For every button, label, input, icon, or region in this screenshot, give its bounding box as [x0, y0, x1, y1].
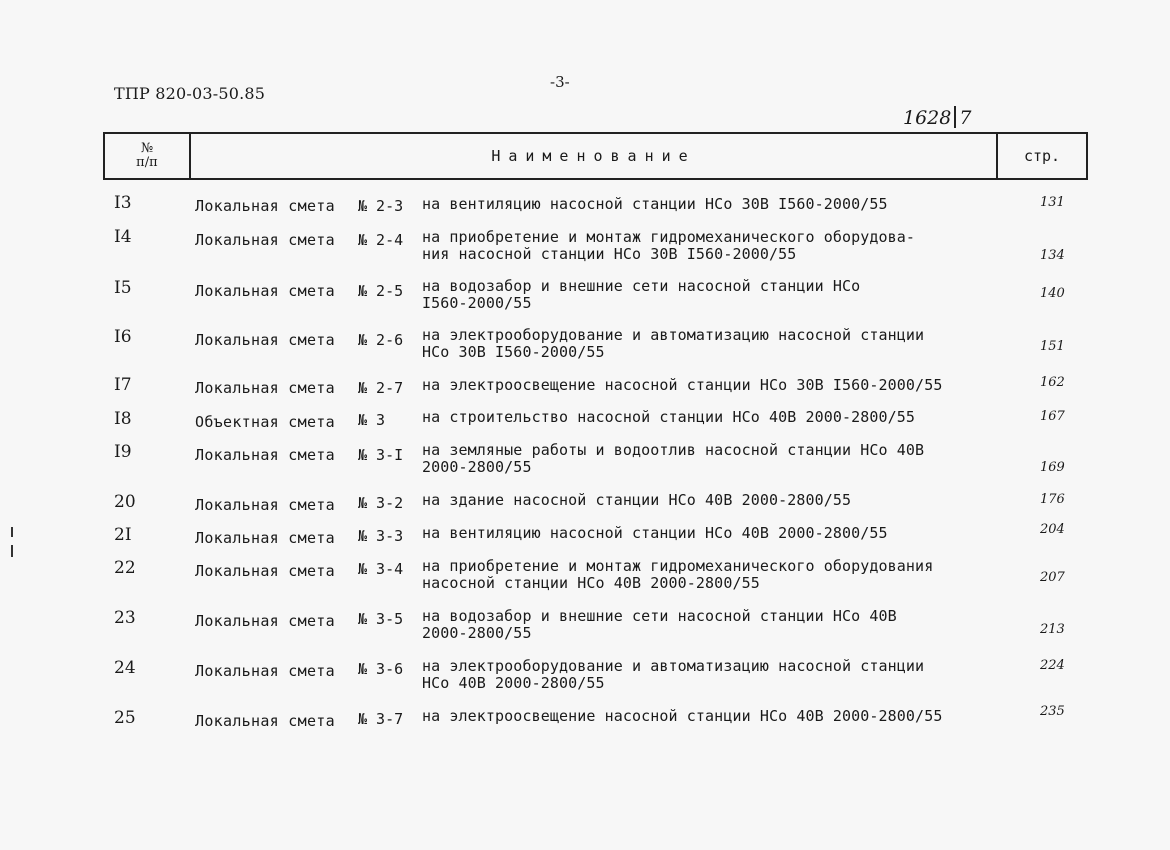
row-estimate-number: № 3-2: [358, 494, 404, 512]
row-estimate-number: № 3: [358, 411, 386, 429]
row-number: I8: [114, 409, 132, 429]
row-page: 167: [1040, 409, 1065, 424]
header-number-symbol: №: [140, 141, 154, 156]
scan-margin-mark: [11, 527, 13, 537]
row-estimate-number: № 3-6: [358, 660, 404, 678]
row-description: на приобретение и монтаж гидромеханического оборудования насосной станции НСо 40В 2000-2800/55: [422, 557, 934, 592]
row-page: 176: [1040, 492, 1065, 507]
row-number: 23: [114, 608, 136, 628]
row-page: 162: [1040, 375, 1065, 390]
row-number: 20: [114, 492, 136, 512]
row-estimate-type: Локальная смета: [195, 446, 335, 464]
row-page: 169: [1040, 460, 1065, 475]
row-estimate-number: № 2-6: [358, 331, 404, 349]
row-estimate-type: Локальная смета: [195, 712, 335, 730]
row-number: 2I: [114, 525, 132, 545]
header-name-column: Наименование: [491, 147, 696, 165]
row-number: I4: [114, 227, 132, 247]
row-description: на здание насосной станции НСо 40В 2000-2800/55: [422, 491, 852, 509]
header-page-column: стр.: [996, 134, 1086, 178]
row-estimate-type: Локальная смета: [195, 562, 335, 580]
row-estimate-type: Локальная смета: [195, 331, 335, 349]
row-page: 224: [1040, 658, 1065, 673]
row-estimate-type: Локальная смета: [195, 662, 335, 680]
scan-margin-mark: [11, 545, 13, 557]
row-page: 235: [1040, 704, 1065, 719]
row-estimate-type: Локальная смета: [195, 231, 335, 249]
row-page: 131: [1040, 195, 1065, 210]
row-number: 24: [114, 658, 136, 678]
row-description: на электрооборудование и автоматизацию насосной станции НСо 30В I560-2000/55: [422, 326, 925, 361]
row-description: на водозабор и внешние сети насосной станции НСо 40В 2000-2800/55: [422, 607, 897, 642]
row-page: 140: [1040, 286, 1065, 301]
row-estimate-number: № 2-4: [358, 231, 404, 249]
row-estimate-number: № 3-4: [358, 560, 404, 578]
row-description: на водозабор и внешние сети насосной станции НСо I560-2000/55: [422, 277, 861, 312]
row-estimate-number: № 2-7: [358, 379, 404, 397]
row-estimate-number: № 2-3: [358, 197, 404, 215]
row-estimate-type: Локальная смета: [195, 612, 335, 630]
row-description: на вентиляцию насосной станции НСо 40В 2000-2800/55: [422, 524, 888, 542]
row-estimate-number: № 3-7: [358, 710, 404, 728]
row-description: на электроосвещение насосной станции НСо 40В 2000-2800/55: [422, 707, 943, 725]
row-page: 134: [1040, 248, 1065, 263]
row-description: на приобретение и монтаж гидромеханического оборудова- ния насосной станции НСо 30В I560-2000/55: [422, 228, 916, 263]
row-description: на вентиляцию насосной станции НСо 30В I560-2000/55: [422, 195, 888, 213]
row-page: 204: [1040, 522, 1065, 537]
row-estimate-type: Локальная смета: [195, 529, 335, 547]
row-description: на электроосвещение насосной станции НСо 30В I560-2000/55: [422, 376, 943, 394]
row-page: 207: [1040, 570, 1065, 585]
row-estimate-type: Локальная смета: [195, 282, 335, 300]
row-estimate-number: № 3-I: [358, 446, 404, 464]
row-estimate-type: Объектная смета: [195, 413, 335, 431]
row-number: I9: [114, 442, 132, 462]
archive-number-sheet: 7: [959, 107, 972, 129]
row-description: на земляные работы и водоотлив насосной станции НСо 40В 2000-2800/55: [422, 441, 925, 476]
row-number: I7: [114, 375, 132, 395]
row-estimate-type: Локальная смета: [195, 379, 335, 397]
row-number: 25: [114, 708, 136, 728]
row-description: на строительство насосной станции НСо 40В 2000-2800/55: [422, 408, 916, 426]
row-estimate-type: Локальная смета: [195, 197, 335, 215]
header-number-label: п/п: [136, 155, 158, 170]
row-number: I6: [114, 327, 132, 347]
row-number: I3: [114, 193, 132, 213]
page-number: -3-: [550, 73, 570, 91]
row-number: I5: [114, 278, 132, 298]
document-code: ТПР 820-03-50.85: [114, 84, 266, 103]
row-page: 213: [1040, 622, 1065, 637]
row-page: 151: [1040, 339, 1065, 354]
row-number: 22: [114, 558, 136, 578]
archive-number-main: 1628: [903, 107, 952, 129]
row-description: на электрооборудование и автоматизацию насосной станции НСо 40В 2000-2800/55: [422, 657, 925, 692]
row-estimate-number: № 2-5: [358, 282, 404, 300]
row-estimate-type: Локальная смета: [195, 496, 335, 514]
row-estimate-number: № 3-5: [358, 610, 404, 628]
row-estimate-number: № 3-3: [358, 527, 404, 545]
